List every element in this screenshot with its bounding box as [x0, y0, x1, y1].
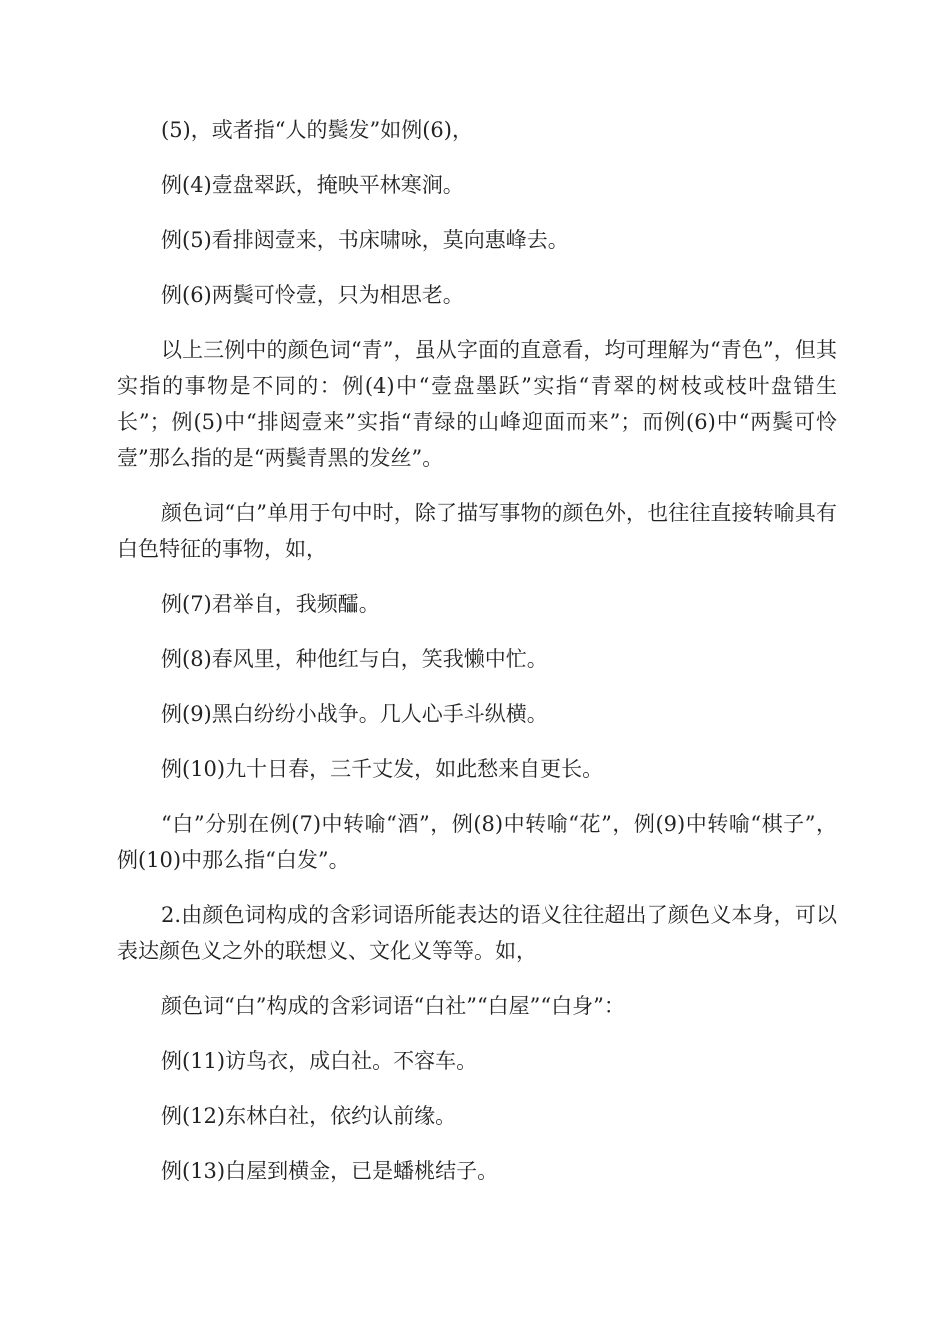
paragraph-bai-analysis: “白”分别在例(7)中转喻“酒”，例(8)中转喻“花”，例(9)中转喻“棋子”，例(10)中那么指“白发”。 [117, 812, 837, 872]
example-4: 例(4)壹盘翠跃，掩映平林寒涧。 [161, 173, 464, 197]
paragraph-bai-intro: 颜色词“白”单用于句中时，除了描写事物的颜色外，也往往直接转喻具有白色特征的事物，如， [117, 501, 837, 561]
example-12: 例(12)东林白社，依约认前缘。 [161, 1104, 457, 1128]
example-6: 例(6)两鬓可怜壹，只为相思老。 [161, 283, 464, 307]
example-13: 例(13)白屋到横金，已是蟠桃结子。 [161, 1159, 499, 1183]
paragraph-qing-analysis: 以上三例中的颜色词“青”，虽从字面的直意看，均可理解为“青色”，但其实指的事物是不同的：例(4)中“壹盘墨跃”实指“青翠的树枝或枝叶盘错生长”；例(5)中“排闼壹来”实指“青绿的山峰迎面而来”；而例(6)中“两鬓可怜壹”那么指的是“两鬓青黑的发丝”。 [117, 338, 837, 470]
example-8: 例(8)春风里，种他红与白，笑我懒中忙。 [161, 647, 548, 671]
example-7: 例(7)君举自，我频醽。 [161, 592, 380, 616]
example-10: 例(10)九十日春，三千丈发，如此愁来自更长。 [161, 757, 604, 781]
example-5: 例(5)看排闼壹来，书床啸咏，莫向惠峰去。 [161, 228, 569, 252]
document-page [117, 112, 837, 1208]
example-9: 例(9)黑白纷纷小战争。几人心手斗纵横。 [161, 702, 548, 726]
text-line-bai-words: 颜色词“白”构成的含彩词语“白社”“白屋”“白身”： [161, 994, 625, 1018]
example-11: 例(11)访鸟衣，成白社。不容车。 [161, 1049, 478, 1073]
text-line-example-5-6-intro: (5)，或者指“人的鬓发”如例(6)， [161, 118, 473, 142]
paragraph-section-2: 2.由颜色词构成的含彩词语所能表达的语义往往超出了颜色义本身，可以表达颜色义之外的联想义、文化义等等。如， [117, 903, 837, 963]
